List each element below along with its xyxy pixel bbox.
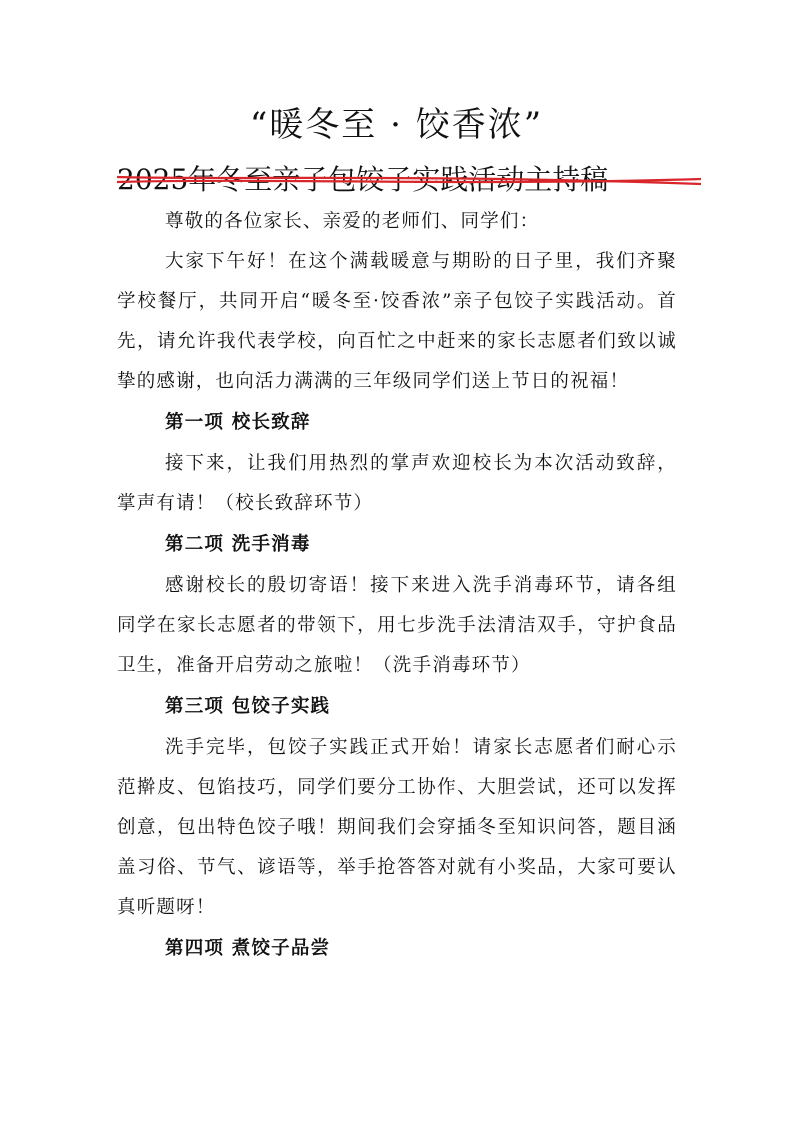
title-line-2: 2025年冬至亲子包饺子实践活动主持稿 (117, 163, 609, 196)
section-4-heading: 第四项 煮饺子品尝 (165, 938, 331, 959)
section-3-body: 洗手完毕，包饺子实践正式开始！请家长志愿者们耐心示范擀皮、包馅技巧，同学们要分工协作、大胆尝试，还可以发挥创意，包出特色饺子哦！期间我们会穿插冬至知识问答，题目涵盖习俗、节气、谚语等，举手抢答答对就有小奖品，大家可要认真听题呀！ (117, 737, 677, 918)
section-2-heading: 第二项 洗手消毒 (165, 534, 311, 555)
title-line-1: “暖冬至 · 饺香浓” (249, 105, 544, 145)
document-body (117, 202, 677, 970)
section-3-heading: 第三项 包饺子实践 (165, 696, 331, 717)
section-1-heading: 第一项 校长致辞 (165, 412, 311, 433)
section-2-body: 感谢校长的殷切寄语！接下来进入洗手消毒环节，请各组同学在家长志愿者的带领下，用七步洗手法清洁双手，守护食品卫生，准备开启劳动之旅啦！（洗手消毒环节） (117, 575, 677, 676)
paragraph-opening: 大家下午好！在这个满载暖意与期盼的日子里，我们齐聚学校餐厅，共同开启“暖冬至·饺香浓”亲子包饺子实践活动。首先，请允许我代表学校，向百忙之中赶来的家长志愿者们致以诚挚的感谢，也向活力满满的三年级同学们送上节日的祝福！ (117, 251, 677, 392)
section-1-body: 接下来，让我们用热烈的掌声欢迎校长为本次活动致辞，掌声有请！（校长致辞环节） (117, 453, 677, 514)
greeting: 尊敬的各位家长、亲爱的老师们、同学们： (165, 211, 540, 232)
